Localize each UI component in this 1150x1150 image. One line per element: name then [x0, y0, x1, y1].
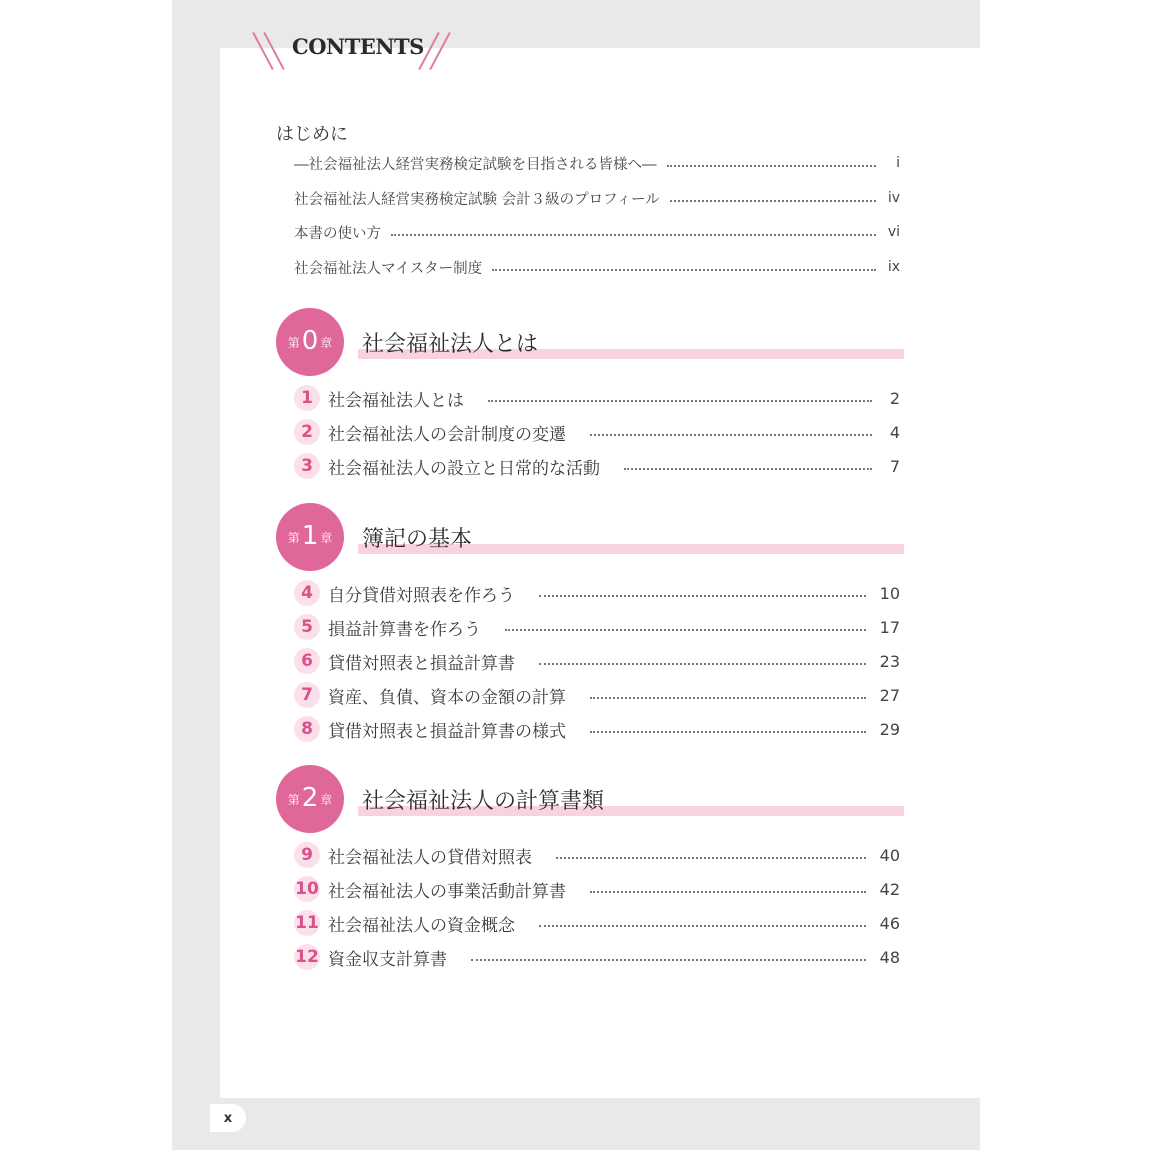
intro-item[interactable] [294, 187, 900, 209]
intro-item-label: ―社会福祉法人経営実務検定試験を目指される皆様へ― [294, 156, 657, 173]
item-page: 29 [879, 719, 900, 739]
dot-leader [590, 891, 866, 893]
item-number-badge: 8 [294, 716, 320, 742]
toc-item[interactable] [294, 910, 900, 936]
dot-leader [391, 234, 876, 236]
dot-leader [539, 925, 866, 927]
chapter-suffix: 章 [320, 792, 333, 807]
item-label: 社会福祉法人の会計制度の変遷 [328, 424, 566, 445]
chapter-title[interactable]: 社会福祉法人の計算書類 [362, 789, 605, 814]
intro-item-label: 社会福祉法人マイスター制度 [294, 260, 483, 277]
item-page: 17 [879, 617, 900, 637]
intro-section-title: はじめに [276, 124, 348, 145]
toc-item[interactable] [294, 580, 900, 606]
item-number-badge: 3 [294, 453, 320, 479]
item-page: 23 [879, 651, 900, 671]
item-number-badge: 11 [294, 910, 320, 936]
item-label: 社会福祉法人とは [328, 390, 464, 411]
chapter-badge [276, 765, 344, 833]
intro-item-page: i [896, 155, 900, 171]
dot-leader [624, 468, 872, 470]
item-label: 貸借対照表と損益計算書 [328, 653, 515, 674]
dot-leader [539, 663, 866, 665]
chapter-prefix: 第 [287, 792, 300, 807]
item-number-badge: 10 [294, 876, 320, 902]
page-bottom-margin [172, 1100, 980, 1150]
intro-item-page: iv [887, 190, 900, 206]
chapter-number: 0 [301, 326, 319, 356]
dot-leader [590, 697, 866, 699]
intro-item[interactable] [294, 152, 900, 174]
item-page: 40 [879, 845, 900, 865]
item-page: 10 [879, 583, 900, 603]
item-number-badge: 9 [294, 842, 320, 868]
dot-leader [667, 165, 877, 167]
dot-leader [556, 857, 866, 859]
item-label: 貸借対照表と損益計算書の様式 [328, 721, 566, 742]
intro-item[interactable] [294, 256, 900, 278]
chapter-prefix: 第 [287, 335, 300, 350]
page-number: x [210, 1104, 246, 1132]
item-label: 資産、負債、資本の金額の計算 [328, 687, 566, 708]
dot-leader [488, 400, 872, 402]
chapter-suffix: 章 [320, 335, 333, 350]
toc-item[interactable] [294, 944, 900, 970]
intro-item-label: 本書の使い方 [294, 225, 381, 242]
toc-item[interactable] [294, 716, 900, 742]
dot-leader [590, 731, 866, 733]
item-number-badge: 4 [294, 580, 320, 606]
intro-item-page: ix [887, 259, 900, 275]
contents-title: CONTENTS [292, 34, 424, 59]
item-page: 46 [879, 913, 900, 933]
chapter-prefix: 第 [287, 530, 300, 545]
intro-item-label: 社会福祉法人経営実務検定試験 会計３級のプロフィール [294, 191, 660, 208]
item-number-badge: 2 [294, 419, 320, 445]
chapter-suffix: 章 [320, 530, 333, 545]
item-page: 48 [879, 947, 900, 967]
item-page: 2 [889, 388, 900, 408]
toc-item[interactable] [294, 385, 900, 411]
intro-item-page: vi [887, 224, 900, 240]
dot-leader [505, 629, 866, 631]
chapter-number: 2 [301, 783, 319, 813]
item-page: 42 [879, 879, 900, 899]
item-page: 7 [889, 456, 900, 476]
chapter-badge [276, 308, 344, 376]
dot-leader [471, 959, 866, 961]
toc-item[interactable] [294, 614, 900, 640]
item-number-badge: 7 [294, 682, 320, 708]
toc-item[interactable] [294, 876, 900, 902]
item-page: 27 [879, 685, 900, 705]
chapter-title[interactable]: 簿記の基本 [362, 527, 473, 552]
intro-item[interactable] [294, 221, 900, 243]
item-label: 社会福祉法人の貸借対照表 [328, 847, 532, 868]
item-page: 4 [889, 422, 900, 442]
item-number-badge: 5 [294, 614, 320, 640]
dot-leader [590, 434, 872, 436]
toc-item[interactable] [294, 453, 900, 479]
toc-item[interactable] [294, 648, 900, 674]
toc-item[interactable] [294, 419, 900, 445]
item-label: 社会福祉法人の事業活動計算書 [328, 881, 566, 902]
item-label: 損益計算書を作ろう [328, 619, 481, 640]
item-number-badge: 1 [294, 385, 320, 411]
chapter-title[interactable]: 社会福祉法人とは [362, 332, 539, 357]
item-number-badge: 6 [294, 648, 320, 674]
item-label: 自分貸借対照表を作ろう [328, 585, 515, 606]
item-label: 社会福祉法人の資金概念 [328, 915, 515, 936]
item-number-badge: 12 [294, 944, 320, 970]
dot-leader [670, 200, 876, 202]
chapter-number: 1 [301, 521, 319, 551]
toc-item[interactable] [294, 682, 900, 708]
toc-item[interactable] [294, 842, 900, 868]
chapter-badge [276, 503, 344, 571]
item-label: 資金収支計算書 [328, 949, 447, 970]
dot-leader [492, 269, 876, 271]
dot-leader [539, 595, 866, 597]
item-label: 社会福祉法人の設立と日常的な活動 [328, 458, 600, 479]
